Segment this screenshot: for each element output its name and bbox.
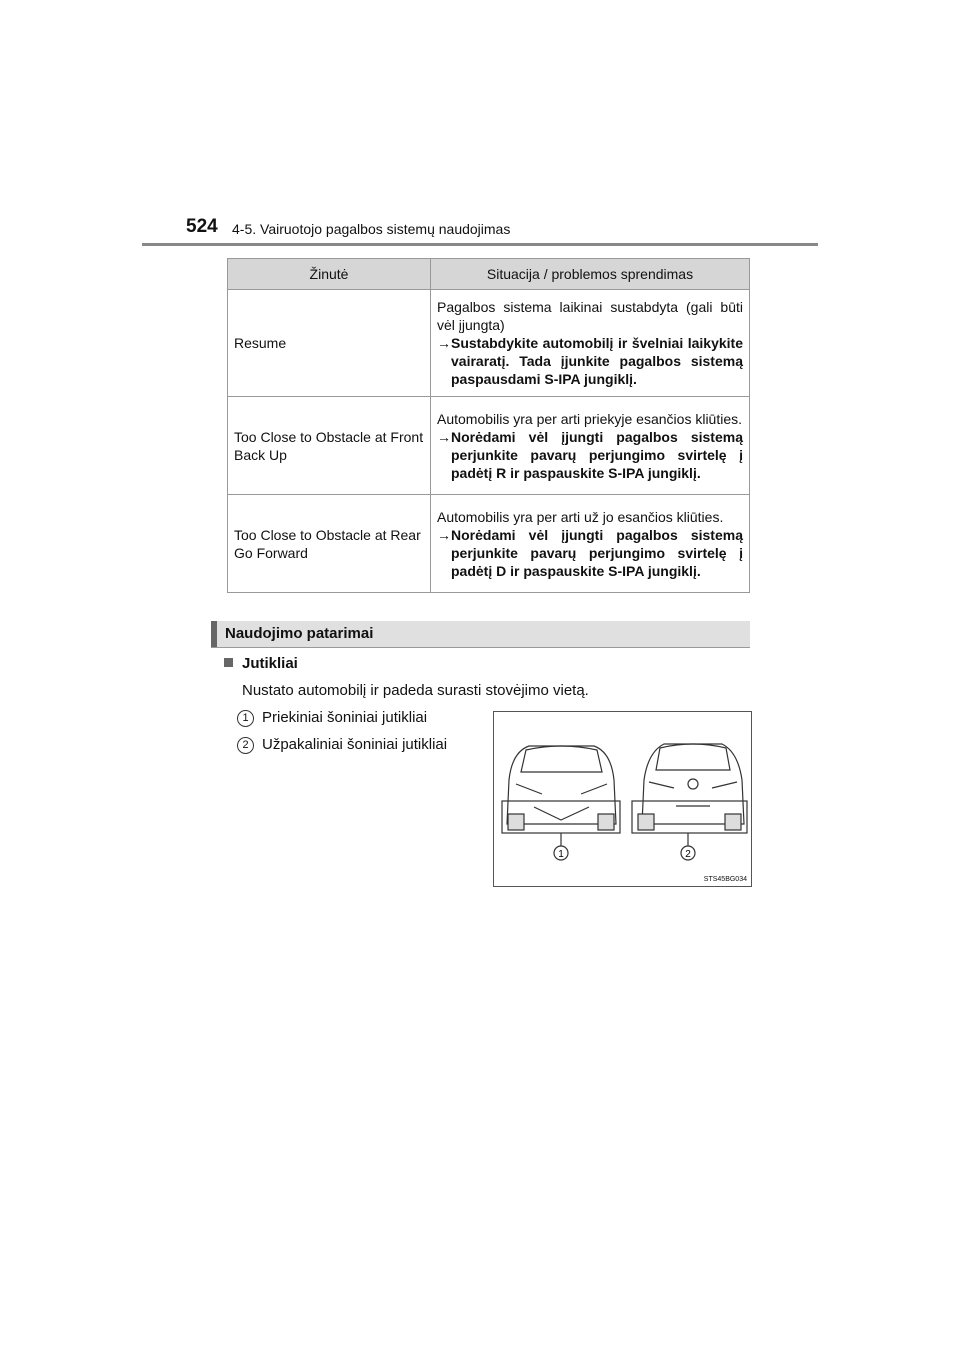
solution-cell [431,495,750,593]
table-row [228,495,750,593]
front-right-wheel [598,814,614,830]
callout-number-2: 2 [685,849,691,860]
arrow-icon: → [437,335,451,351]
chapter-title: 4-5. Vairuotojo pagalbos sistemų naudojimas [232,221,511,237]
callout-number-1: 1 [558,849,564,860]
message-action: Go Forward [234,544,308,561]
table-row [228,290,750,397]
rear-emblem [688,779,698,789]
section-heading [211,621,750,648]
solution-text: Norėdami vėl įjungti pagalbos sistemą perjunkite pavarų perjungimo svirtelę į padėtį R ir paspauskite S-IPA jungiklį. [451,428,743,481]
message-table [227,258,750,593]
illustration-code: STS45BG034 [703,876,747,883]
paragraph: Nustato automobilį ir padeda surasti stovėjimo vietą. [242,682,589,699]
rear-lights [649,782,737,788]
front-headlights [516,784,607,794]
list-item [237,709,427,727]
list-item-label: Priekiniai šoniniai jutikliai [262,709,428,726]
front-left-wheel [508,814,524,830]
situation-text: Automobilis yra per arti priekyje esančios kliūties. [437,410,743,427]
solution-step [437,428,743,482]
situation-text: Pagalbos sistema laikinai sustabdyta (gali būti vėl įjungta) [437,299,743,333]
front-grille [534,807,589,820]
arrow-icon: → [437,428,451,445]
rear-right-wheel [725,814,741,830]
message-text: Too Close to Obstacle at Rear [234,526,421,543]
list-item-label: Užpakaliniai šoniniai jutikliai [262,736,448,753]
circled-number-icon: 1 [237,710,254,727]
front-windshield [521,746,602,772]
solution-step [437,526,743,580]
subheading-text: Jutikliai [242,655,298,672]
list-item [237,736,447,754]
square-bullet-icon [224,658,233,667]
solution-text: Norėdami vėl įjungti pagalbos sistemą perjunkite pavarų perjungimo svirtelę į padėtį D ir paspauskite S-IPA jungiklį. [451,526,743,579]
sensor-illustration [493,711,752,887]
rear-left-wheel [638,814,654,830]
header-rule [142,243,818,246]
table-header-row [228,259,750,290]
solution-step [437,334,743,388]
circled-number-icon: 2 [237,737,254,754]
message-cell [228,290,431,397]
solution-cell [431,290,750,397]
message-text: Resume [234,335,287,351]
section-title: Naudojimo patarimai [225,625,374,642]
message-cell [228,397,431,495]
column-header-message: Žinutė [228,259,431,290]
arrow-icon: → [437,526,451,543]
section-bar [211,621,217,647]
solution-text: Sustabdykite automobilį ir švelniai laikykite vairaratį. Tada įjunkite pagalbos sistemą paspausdami S-IPA jungiklį. [451,335,743,387]
subheading [224,655,298,672]
page-number: 524 [186,216,218,237]
message-text: Too Close to Obstacle at Front [234,428,424,445]
situation-text: Automobilis yra per arti už jo esančios kliūties. [437,508,724,525]
column-header-solution: Situacija / problemos sprendimas [431,259,750,290]
message-action: Back Up [234,446,287,463]
rear-window [656,744,730,770]
car-sensor-diagram [494,712,751,886]
front-car-body [507,746,616,824]
table-row [228,397,750,495]
message-cell [228,495,431,593]
solution-cell [431,397,750,495]
